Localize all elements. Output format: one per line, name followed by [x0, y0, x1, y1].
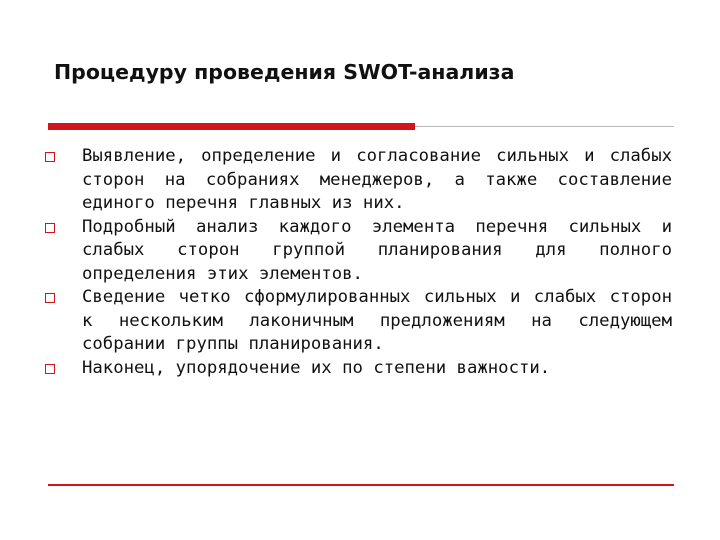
bullet-list [44, 145, 672, 380]
footer-divider [48, 484, 674, 486]
bullet-text: Наконец, упорядочение их по степени важности. [82, 357, 551, 378]
bullet-item [44, 216, 672, 287]
hollow-square-icon [45, 293, 55, 303]
hollow-square-icon [45, 364, 55, 374]
slide-title: Процедуру проведения SWOT-анализа [54, 60, 515, 84]
bullet-item [44, 286, 672, 357]
bullet-item [44, 145, 672, 216]
hollow-square-icon [45, 152, 55, 162]
bullet-item [44, 357, 672, 381]
bullet-text: Сведение четко сформулированных сильных и слабых сторон к нескольким лаконичным предложениям на следующем собрании группы планирования. [82, 287, 672, 354]
hollow-square-icon [45, 223, 55, 233]
bullet-text: Подробный анализ каждого элемента перечня сильных и слабых сторон группой планирования для полного определения этих элементов. [82, 216, 672, 284]
title-divider-accent [48, 123, 415, 130]
bullet-text: Выявление, определение и согласование сильных и слабых сторон на собраниях менеджеров, а также составление единого перечня главных из них. [82, 146, 672, 213]
